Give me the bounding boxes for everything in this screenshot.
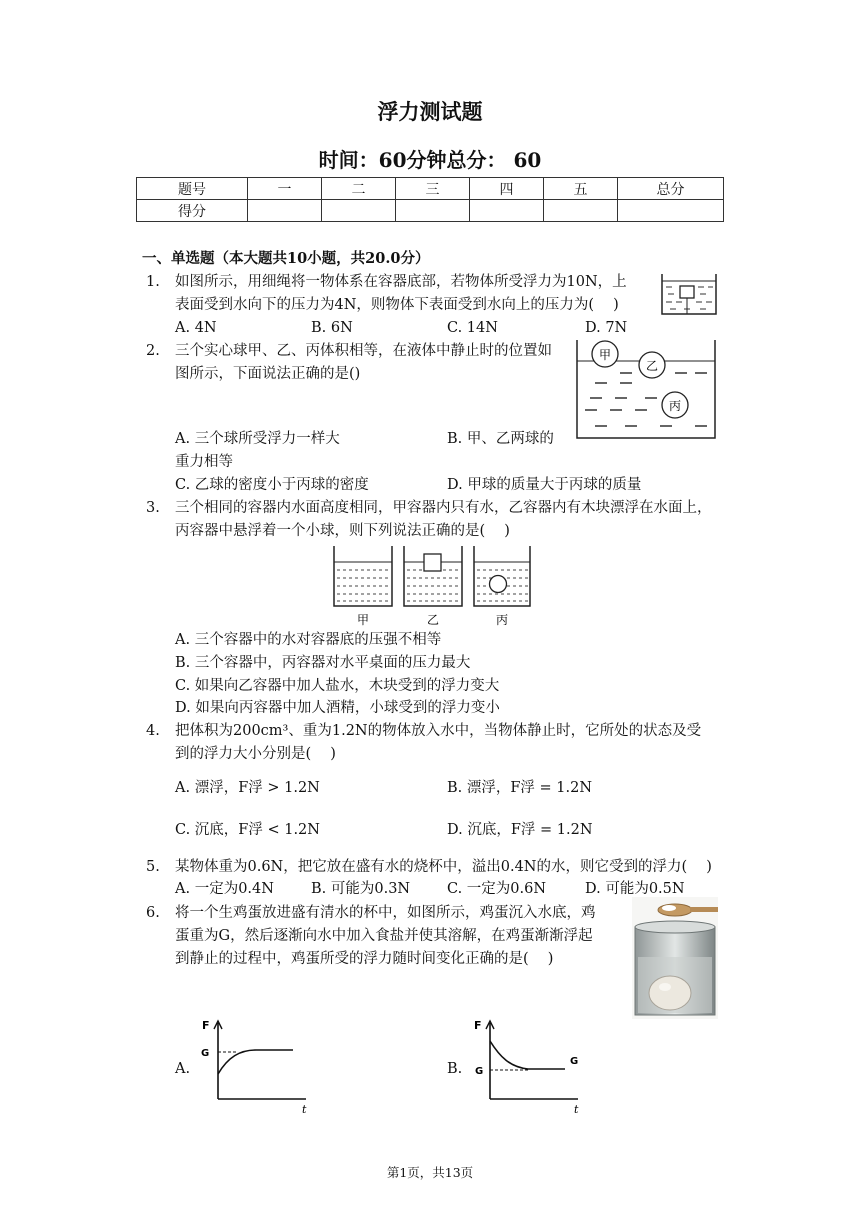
score-table bbox=[136, 177, 724, 222]
page-footer: 第1页，共13页 bbox=[386, 1165, 474, 1180]
section-heading: 一、单选题（本大题共10小题，共20.0分） bbox=[142, 250, 430, 267]
score-input-cell[interactable] bbox=[322, 200, 396, 222]
egg-in-cup-photo bbox=[632, 897, 718, 1019]
axis-label-t: t bbox=[302, 1103, 307, 1116]
page-subtitle: 时间：60分钟总分： 60 bbox=[318, 148, 542, 172]
q2-three-balls-figure bbox=[575, 338, 717, 440]
option-b[interactable]: B. 可能为0.3N bbox=[311, 881, 411, 897]
question-6-text-line3: 到静止的过程中，鸡蛋所受的浮力随时间变化正确的是( ) bbox=[175, 951, 554, 967]
score-row-label: 得分 bbox=[137, 200, 248, 222]
question-number: 4. bbox=[146, 723, 160, 739]
container-label: 丙 bbox=[495, 613, 509, 627]
level-label-g: G bbox=[201, 1048, 210, 1059]
option-b[interactable]: B. bbox=[447, 1061, 463, 1077]
question-6-text-line1: 将一个生鸡蛋放进盛有清水的杯中，如图所示，鸡蛋沉入水底，鸡 bbox=[175, 905, 596, 921]
option-d[interactable]: D. 7N bbox=[585, 320, 628, 336]
page-title: 浮力测试题 bbox=[377, 99, 483, 124]
container-label: 甲 bbox=[356, 613, 370, 627]
option-a-continued: 重力相等 bbox=[175, 454, 233, 470]
question-5-text-line1: 某物体重为0.6N，把它放在盛有水的烧杯中，溢出0.4N的水，则它受到的浮力( ) bbox=[175, 859, 712, 875]
score-input-cell[interactable] bbox=[396, 200, 470, 222]
question-2-text-line1: 三个实心球甲、乙、丙体积相等，在液体中静止时的位置如 bbox=[175, 343, 552, 359]
container-label: 乙 bbox=[426, 613, 440, 627]
question-6-text-line2: 蛋重为G，然后逐渐向水中加入食盐并使其溶解，在鸡蛋渐渐浮起 bbox=[175, 928, 593, 944]
score-header-cell: 二 bbox=[322, 178, 396, 200]
option-c[interactable]: C. 一定为0.6N bbox=[447, 881, 547, 897]
axis-label-f: F bbox=[474, 1019, 482, 1032]
level-label-g: G bbox=[475, 1066, 484, 1077]
question-number: 1. bbox=[146, 274, 160, 290]
curve-b bbox=[490, 1041, 565, 1069]
option-d[interactable]: D. 沉底，F浮 = 1.2N bbox=[447, 822, 593, 838]
curve-a bbox=[218, 1050, 293, 1074]
q3-three-containers-figure bbox=[332, 544, 532, 628]
question-1-text-line1: 如图所示，用细绳将一物体系在容器底部，若物体所受浮力为10N，上 bbox=[175, 274, 627, 290]
score-table-header-row bbox=[137, 178, 724, 200]
option-d[interactable]: D. 可能为0.5N bbox=[585, 881, 685, 897]
score-table-score-row bbox=[137, 200, 724, 222]
score-header-cell: 三 bbox=[396, 178, 470, 200]
question-3-text-line2: 丙容器中悬浮着一个小球，则下列说法正确的是( ) bbox=[175, 523, 510, 539]
graph-b bbox=[470, 1017, 588, 1117]
option-b[interactable]: B. 6N bbox=[311, 320, 353, 336]
option-d[interactable]: D. 如果向丙容器中加人酒精，小球受到的浮力变小 bbox=[175, 700, 500, 716]
question-number: 3. bbox=[146, 500, 160, 516]
option-c[interactable]: C. 沉底，F浮 < 1.2N bbox=[175, 822, 320, 838]
score-header-cell: 题号 bbox=[137, 178, 248, 200]
axis-label-f: F bbox=[202, 1019, 210, 1032]
question-number: 2. bbox=[146, 343, 160, 359]
score-header-cell: 四 bbox=[470, 178, 544, 200]
option-b[interactable]: B. 三个容器中，丙容器对水平桌面的压力最大 bbox=[175, 655, 471, 671]
q1-container-figure bbox=[660, 272, 718, 316]
option-c[interactable]: C. 14N bbox=[447, 320, 498, 336]
score-header-cell: 一 bbox=[248, 178, 322, 200]
ball-label: 乙 bbox=[645, 359, 659, 373]
question-number: 6. bbox=[146, 905, 160, 921]
score-header-cell: 总分 bbox=[618, 178, 724, 200]
score-input-cell[interactable] bbox=[248, 200, 322, 222]
axis-label-t: t bbox=[574, 1103, 579, 1116]
option-a[interactable]: A. 漂浮，F浮 > 1.2N bbox=[175, 780, 320, 796]
question-4-text-line2: 到的浮力大小分别是( ) bbox=[175, 746, 336, 762]
question-1-text-line2: 表面受到水向下的压力为4N，则物体下表面受到水向上的压力为( ) bbox=[175, 297, 619, 313]
score-input-cell[interactable] bbox=[618, 200, 724, 222]
option-a[interactable]: A. 一定为0.4N bbox=[175, 881, 274, 897]
graph-a bbox=[198, 1017, 316, 1117]
option-c[interactable]: C. 乙球的密度小于丙球的密度 bbox=[175, 477, 369, 493]
option-c[interactable]: C. 如果向乙容器中加人盐水，木块受到的浮力变大 bbox=[175, 678, 500, 694]
score-header-cell: 五 bbox=[544, 178, 618, 200]
option-a[interactable]: A. 三个球所受浮力一样大 bbox=[175, 431, 340, 447]
option-a[interactable]: A. bbox=[175, 1061, 191, 1077]
question-number: 5. bbox=[146, 859, 160, 875]
question-2-text-line2: 图所示，下面说法正确的是() bbox=[175, 366, 361, 382]
option-a[interactable]: A. 三个容器中的水对容器底的压强不相等 bbox=[175, 632, 442, 648]
score-input-cell[interactable] bbox=[544, 200, 618, 222]
option-b[interactable]: B. 漂浮，F浮 = 1.2N bbox=[447, 780, 593, 796]
question-4-text-line1: 把体积为200cm³、重为1.2N的物体放入水中，当物体静止时，它所处的状态及受 bbox=[175, 723, 702, 739]
question-3-text-line1: 三个相同的容器内水面高度相同，甲容器内只有水，乙容器内有木块漂浮在水面上， bbox=[175, 500, 712, 516]
curve-label-g: G bbox=[570, 1056, 579, 1067]
ball-label: 甲 bbox=[598, 348, 612, 362]
ball-label: 丙 bbox=[668, 399, 682, 413]
score-input-cell[interactable] bbox=[470, 200, 544, 222]
option-d[interactable]: D. 甲球的质量大于丙球的质量 bbox=[447, 477, 642, 493]
option-b[interactable]: B. 甲、乙两球的 bbox=[447, 431, 554, 447]
option-a[interactable]: A. 4N bbox=[175, 320, 217, 336]
